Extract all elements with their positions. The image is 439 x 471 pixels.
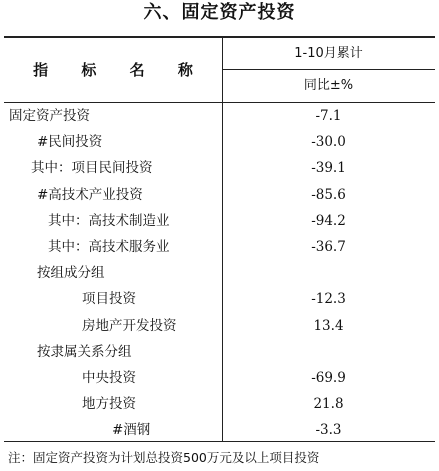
row-label: 其中：高技术制造业 [48,212,170,229]
row-value: -39.1 [311,160,346,177]
row-label: 项目投资 [82,291,136,308]
row-label: 按组成分组 [37,265,105,282]
row-value: -12.3 [311,291,346,308]
unit-header: 同比±% [303,78,354,93]
row-value [222,260,435,286]
table-row [4,103,435,129]
row-label: #酒钢 [112,422,151,439]
page-title: 六、固定资产投资 [143,2,296,23]
row-value [222,339,435,365]
table-row [4,260,435,286]
table-row [4,339,435,365]
table-row [4,234,435,260]
indicator-name-header: 指 标 名 称 [33,61,207,79]
row-value: -3.3 [315,422,342,439]
table-row [4,286,435,312]
row-value: -36.7 [311,238,346,255]
row-label: 固定资产投资 [9,108,90,124]
table-row [4,417,435,443]
footnote: 注：固定资产投资为计划总投资500万元及以上项目投资 [8,450,320,465]
row-label: 按隶属关系分组 [37,343,132,360]
table-row [4,208,435,234]
row-label: #高技术产业投资 [37,186,143,203]
row-value: -94.2 [311,212,346,229]
row-value: -85.6 [311,186,346,203]
row-label: 其中：高技术服务业 [48,238,170,255]
row-value: -30.0 [311,134,346,151]
table-row [4,313,435,339]
row-value: 21.8 [313,396,344,413]
table-body [4,103,435,443]
row-value: 13.4 [313,317,344,334]
row-label: 其中：项目民间投资 [31,160,153,177]
row-label: #民间投资 [37,134,103,151]
table-row [4,182,435,208]
row-value: -7.1 [315,108,342,124]
table-row [4,155,435,181]
row-label: 地方投资 [82,396,136,413]
table-row [4,365,435,391]
row-label: 房地产开发投资 [82,317,177,334]
row-label: 中央投资 [82,369,136,386]
table-row [4,129,435,155]
table-row [4,391,435,417]
row-value: -69.9 [311,369,346,386]
period-header: 1-10月累计 [294,46,363,61]
